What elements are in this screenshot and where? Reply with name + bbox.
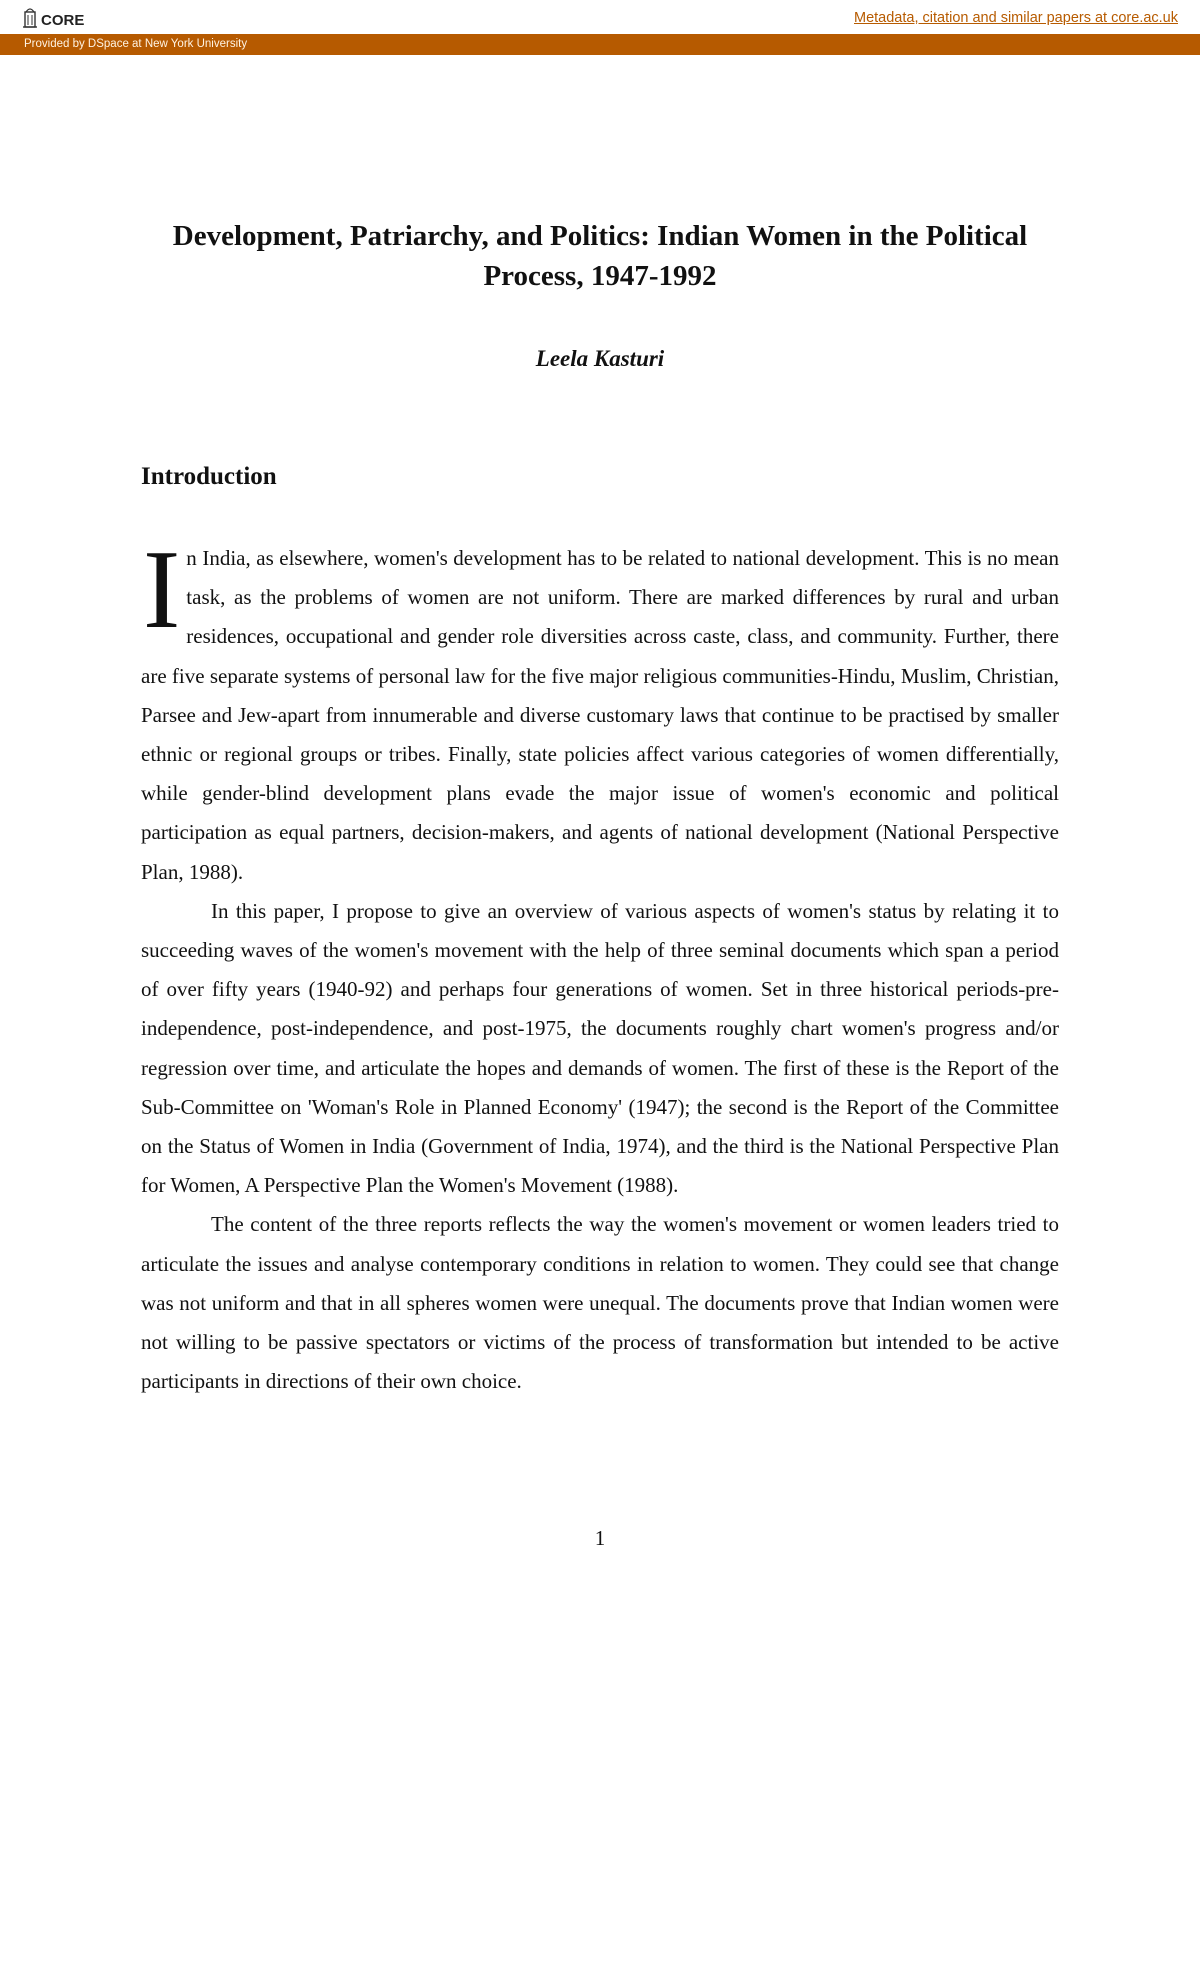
section-heading-introduction: Introduction <box>141 463 277 490</box>
drop-cap: I <box>143 528 181 652</box>
paragraph-3: The content of the three reports reflects the way the women's movement or women leaders tried to articulate the issues and analyse contemporary conditions in relation to women. They could see that change was not uniform and that in all spheres women were unequal. The documents prove that Indian women were not willing to be passive spectators or victims of the process of transformation but intended to be active participants in directions of their own choice. <box>141 1212 1059 1394</box>
body-text <box>141 528 1059 1401</box>
provided-by-text: Provided by DSpace at New York University <box>24 38 248 50</box>
paragraph-1 <box>141 528 1059 892</box>
paragraph-2: In this paper, I propose to give an overview of various aspects of women's status by relating it to succeeding waves of the women's movement with the help of three seminal documents which span a period of over fifty years (1940-92) and perhaps four generations of women. Set in three historical periods-pre-independence, post-independence, and post-1975, the documents roughly chart women's progress and/or regression over time, and articulate the hopes and demands of women. The first of these is the Report of the Sub-Committee on 'Woman's Role in Planned Economy' (1947); the second is the Report of the Committee on the Status of Women in India (Government of India, 1974), and the third is the National Perspective Plan for Women, A Perspective Plan the Women's Movement (1988). <box>141 898 1059 1198</box>
core-provided-bar <box>0 34 1200 55</box>
paper-title: Development, Patriarchy, and Politics: Indian Women in the Political Process, 1947-1992 <box>172 220 1028 292</box>
paper-author: Leela Kasturi <box>535 346 665 371</box>
core-metadata-link[interactable]: Metadata, citation and similar papers at core.ac.uk <box>854 10 1178 26</box>
page-number: 1 <box>594 1526 606 1550</box>
core-header <box>0 0 1200 34</box>
paragraph-1-text: n India, as elsewhere, women's development has to be related to national development. This is no mean task, as the problems of women are not uniform. There are marked differences by rural and urban residences, occupational and gender role diversities across caste, class, and community. Further, there are five separate systems of personal law for the five major religious communities-Hindu, Muslim, Christian, Parsee and Jew-apart from innumerable and diverse customary laws that continue to be practised by smaller ethnic or regional groups or tribes. Finally, state policies affect various categories of women differentially, while gender-blind development plans evade the major issue of women's economic and political participation as equal partners, decision-makers, and agents of national development (National Perspective Plan, 1988). <box>141 546 1059 884</box>
core-logo-icon <box>22 6 38 30</box>
core-logo[interactable] <box>22 6 84 30</box>
core-logo-text: CORE <box>41 11 85 29</box>
